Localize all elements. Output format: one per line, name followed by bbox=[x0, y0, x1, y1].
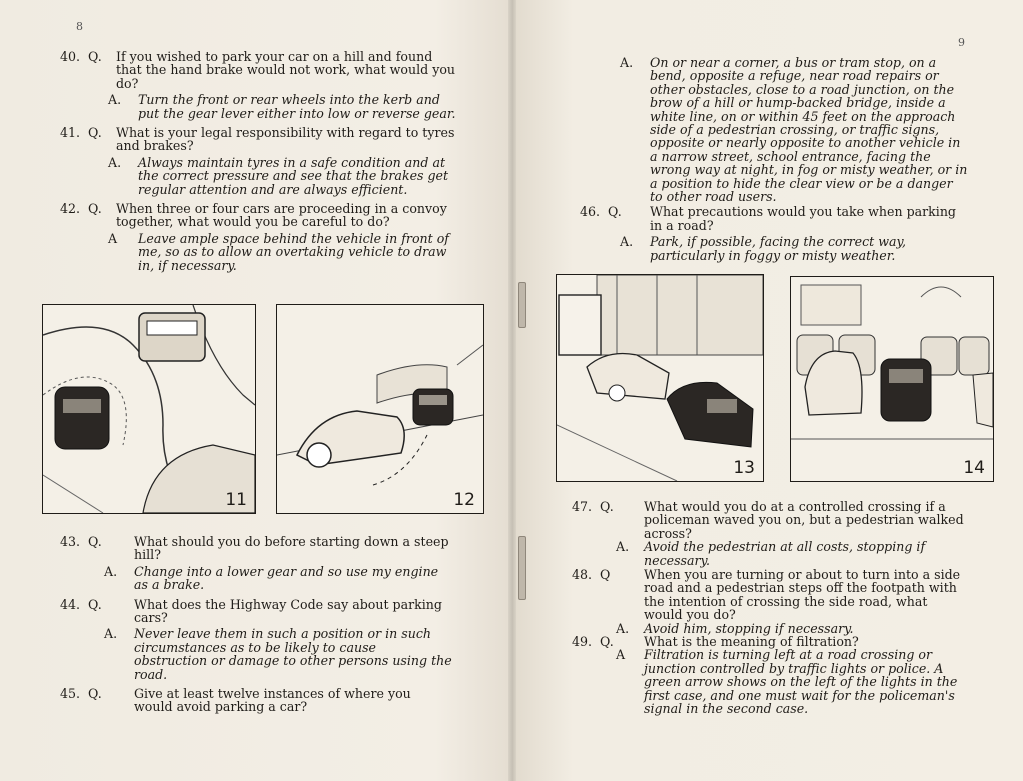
answer-49: A Filtration is turning left at a road crossing or junction controlled by traffic lights or police. A green arrow shows on the left of the lights in the first case, and one must wait for the policeman's signal in the second case. bbox=[616, 647, 958, 717]
question-43: 43. Q. What should you do before starting down a steep hill? bbox=[59, 534, 449, 563]
answer-48: A. Avoid him, stopping if necessary. bbox=[616, 620, 854, 636]
answer-44: A. Never leave them in such a position or in such circumstances as to be likely to cause obstruction or damage to other persons using the road. bbox=[104, 626, 452, 682]
question-49: 49. Q. What is the meaning of filtration? bbox=[571, 634, 859, 650]
answer-41: A. Always maintain tyres in a safe condition and at the correct pressure and see that the brakes get regular attention and are always efficient. bbox=[108, 154, 449, 197]
staple-bottom bbox=[518, 536, 526, 600]
right-page bbox=[512, 0, 1023, 781]
book-gutter bbox=[508, 0, 516, 781]
qa-block-45-46 bbox=[572, 56, 968, 262]
car-park-illustration bbox=[791, 277, 993, 481]
question-42: 42. Q. When three or four cars are proceeding in a convoy together, what would you be careful to do? bbox=[59, 201, 447, 230]
qa-block-40-42 bbox=[52, 50, 458, 272]
answer-43: A. Change into a lower gear and so use my engine as a brake. bbox=[104, 563, 439, 593]
figure-14 bbox=[790, 276, 994, 482]
answer-45: A. On or near a corner, a bus or tram stop, on a bend, opposite a refuge, near road repairs or other obstacles, close to a road junction, on the brow of a hill or hump-backed bridge, inside a white line, on or within 45 feet on the approach side of a pedestrian crossing, or traffic signs, opposite or nearly opposite to another vehicle in a narrow street, school entrance, facing the wrong way at night, in fog or misty weather, or in a position to hide the clear view or be a danger to other road users. bbox=[620, 55, 968, 205]
question-44: 44. Q. What does the Highway Code say about parking cars? bbox=[59, 596, 442, 626]
question-41: 41. Q. What is your legal responsibility with regard to tyres and brakes? bbox=[59, 125, 455, 154]
convoy-road-illustration bbox=[277, 305, 483, 513]
page-number: 9 bbox=[958, 36, 965, 49]
qa-block-47-49 bbox=[564, 500, 966, 716]
qa-block-43-45 bbox=[52, 535, 452, 714]
question-47: 47. Q. What would you do at a controlled crossing if a policeman waved you on, but a pedestrian walked across? bbox=[571, 499, 964, 541]
hill-road-illustration bbox=[43, 305, 255, 513]
answer-40: A. Turn the front or rear wheels into the kerb and put the gear lever either into low or reverse gear. bbox=[108, 92, 456, 121]
figure-label: 11 bbox=[225, 490, 247, 510]
figure-13 bbox=[556, 274, 764, 482]
parked-cars-street-illustration bbox=[557, 275, 763, 481]
figure-label: 12 bbox=[453, 490, 475, 510]
question-45: 45. Q. Give at least twelve instances of where you would avoid parking a car? bbox=[59, 686, 411, 715]
answer-42: A Leave ample space behind the vehicle in front of me, so as to allow an overtaking vehicle to draw in, if necessary. bbox=[108, 230, 449, 273]
answer-46: A. Park, if possible, facing the correct way, particularly in foggy or misty weather. bbox=[620, 234, 906, 263]
figure-11 bbox=[42, 304, 256, 514]
question-46: 46. Q. What precautions would you take when parking in a road? bbox=[579, 204, 956, 233]
figure-label: 13 bbox=[733, 458, 755, 478]
figure-12 bbox=[276, 304, 484, 514]
question-48: 48. Q When you are turning or about to turn into a side road and a pedestrian steps off the footpath with the intention of crossing the side road, what would you do? bbox=[571, 567, 961, 623]
figure-label: 14 bbox=[963, 458, 985, 478]
page-number: 8 bbox=[76, 20, 83, 33]
question-40: 40. Q. If you wished to park your car on a hill and found that the hand brake would not work, what would you do? bbox=[59, 49, 456, 91]
answer-47: A. Avoid the pedestrian at all costs, stopping if necessary. bbox=[616, 539, 926, 568]
staple-top bbox=[518, 282, 526, 328]
